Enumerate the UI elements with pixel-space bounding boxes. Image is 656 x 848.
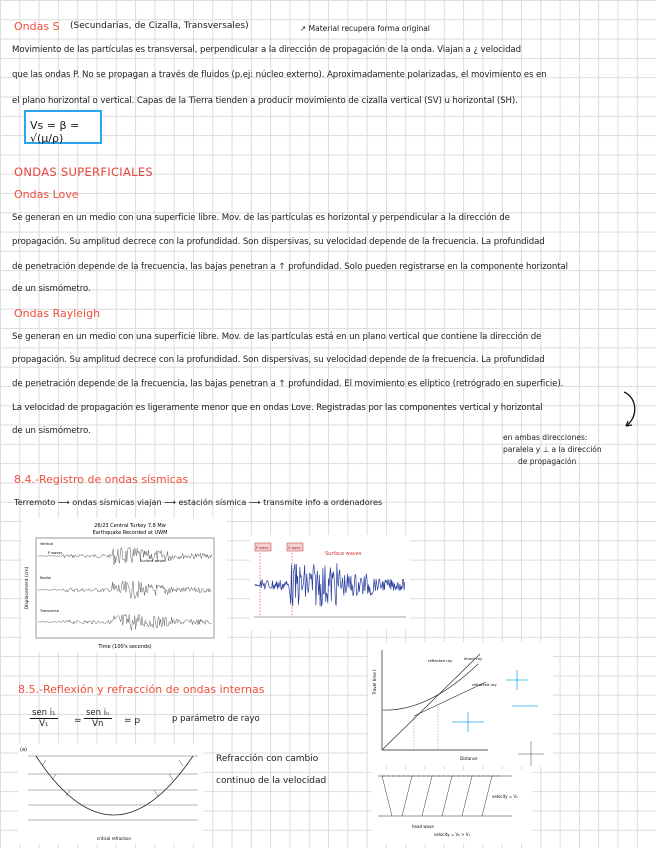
param-label: p parámetro de rayo	[172, 714, 260, 724]
fig1-title-1: 26/23 Central Turkey 7.8 Mw	[94, 523, 166, 529]
snell-fraction-1	[30, 708, 58, 729]
tt-refracted: refracted ray	[472, 682, 497, 687]
side-note-1: en ambas direcciones:	[503, 433, 588, 442]
s-waves-subtitle: (Secundarias, de Cizalla, Transversales)	[70, 21, 249, 31]
snell-fraction-2	[84, 708, 112, 729]
rayleigh-line-4: La velocidad de propagación es ligeramente menor que en ondas Love. Registradas por las componentes vertical y horizontal	[12, 403, 543, 413]
fig1-title-2: Earthquake Recorded at UWM	[92, 530, 168, 536]
seismogram-trace	[38, 547, 212, 564]
love-line-2: propagación. Su amplitud decrece con la profundidad. Son dispersivas, su velocidad depende de la frecuencia. La profundidad	[12, 237, 545, 247]
s-wave-velocity-formula: Vs = β = √(μ/ρ)	[24, 110, 102, 144]
rayleigh-line-5: de un sismómetro.	[12, 426, 91, 436]
tt-direct: direct ray	[464, 656, 483, 661]
tt-xlabel: Distance	[460, 756, 478, 761]
hw-v1: velocity = V₁	[492, 794, 518, 799]
surface-wave-trace	[255, 563, 405, 606]
s-waves-line-3: el plano horizontal o vertical. Capas de la Tierra tienden a producir movimiento de cizalla vertical (SV) u horizontal (SH).	[12, 96, 518, 106]
snell-eq: = p	[124, 716, 141, 726]
tt-ylabel: Travel time t	[372, 669, 377, 695]
fig-a-critical: critical refraction	[96, 836, 132, 841]
s-waves-line-1: Movimiento de las partículas es transversal, perpendicular a la dirección de propagación de la onda. Viajan a ¿ velocidad	[12, 45, 521, 55]
fig1-xlabel: Time (100's seconds)	[98, 644, 152, 650]
fig1-ylabel: Displacement (cm)	[25, 566, 30, 610]
head-wave-figure	[372, 770, 532, 844]
curved-arrow-icon	[620, 390, 644, 430]
registro-flow: Terremoto ⟶ ondas sísmicas viajan ⟶ estación sísmica ⟶ transmite info a ordenadores	[14, 497, 383, 507]
snell-den-1: V₁	[39, 719, 49, 729]
fig1-trace-vertical: Vertical	[40, 542, 54, 546]
travel-time-figure	[368, 642, 553, 766]
hw-v2: velocity = V₂ > V₁	[434, 832, 471, 837]
surface-wave-record-figure	[250, 535, 410, 630]
seismogram-trace	[38, 581, 212, 599]
love-line-1: Se generan en un medio con una superficie libre. Mov. de las partículas es horizontal y perpendicular a la dirección de	[12, 213, 510, 223]
hw-head: head wave	[412, 824, 434, 829]
s-waves-note: ↗ Material recupera forma original	[300, 24, 430, 33]
fig2-box-1: P wave	[256, 546, 269, 550]
fig1-trace-transverse: Transverse	[40, 609, 59, 613]
snell-num-2: sen iₙ	[86, 708, 110, 718]
refraccion-1: Refracción con cambio	[216, 754, 319, 764]
rayleigh-line-1: Se generan en un medio con una superficie libre. Mov. de las partículas está en un plano vertical que contiene la dirección de	[12, 332, 542, 342]
fig2-box-2: S wave	[288, 546, 301, 550]
side-note-3: de propagación	[518, 457, 577, 466]
seismogram-trace	[38, 614, 212, 630]
surface-waves-header: ONDAS SUPERFICIALES	[14, 165, 154, 179]
fig1-p-label: P waves	[48, 551, 63, 555]
fig2-label: Surface waves	[325, 551, 362, 557]
tt-reflected: reflected ray	[428, 658, 453, 663]
love-line-3: de penetración depende de la frecuencia, las bajas penetran a ↑ profundidad. Solo pueden registrarse en la componente horizontal	[12, 262, 568, 272]
side-note-2: paralela y ⊥ a la dirección	[503, 445, 602, 454]
snell-equals: =	[74, 716, 82, 726]
registro-title: 8.4.-Registro de ondas sísmicas	[14, 473, 189, 486]
curved-rays-figure	[18, 744, 203, 844]
love-line-4: de un sismómetro.	[12, 284, 91, 294]
rayleigh-line-2: propagación. Su amplitud decrece con la profundidad. Son dispersivas, su velocidad depende de la frecuencia. La profundidad	[12, 355, 545, 365]
rayleigh-line-3: de penetración depende de la frecuencia, las bajas penetran a ↑ profundidad. El movimiento es elíptico (retrógrado en superficie).	[12, 379, 564, 389]
love-waves-title: Ondas Love	[14, 188, 79, 201]
reflexion-title: 8.5.-Reflexión y refracción de ondas internas	[18, 683, 265, 696]
s-waves-title: Ondas S	[14, 20, 60, 33]
snell-den-2: Vn	[92, 719, 104, 729]
seismogram-figure	[22, 518, 227, 652]
refraccion-2: continuo de la velocidad	[216, 776, 327, 786]
rayleigh-waves-title: Ondas Rayleigh	[14, 307, 101, 320]
s-waves-note-text: Material recupera forma original	[308, 24, 430, 33]
fig-a-label: (a)	[20, 747, 27, 753]
fig1-trace-radial: Radial	[40, 576, 51, 580]
s-waves-line-2: que las ondas P. No se propagan a través de fluidos (p.ej: núcleo externo). Aproximadamente polarizadas, el movimiento es en	[12, 70, 547, 80]
fig1-s-label: Surface waves	[140, 559, 166, 563]
snell-num-1: sen i₁	[32, 708, 56, 718]
